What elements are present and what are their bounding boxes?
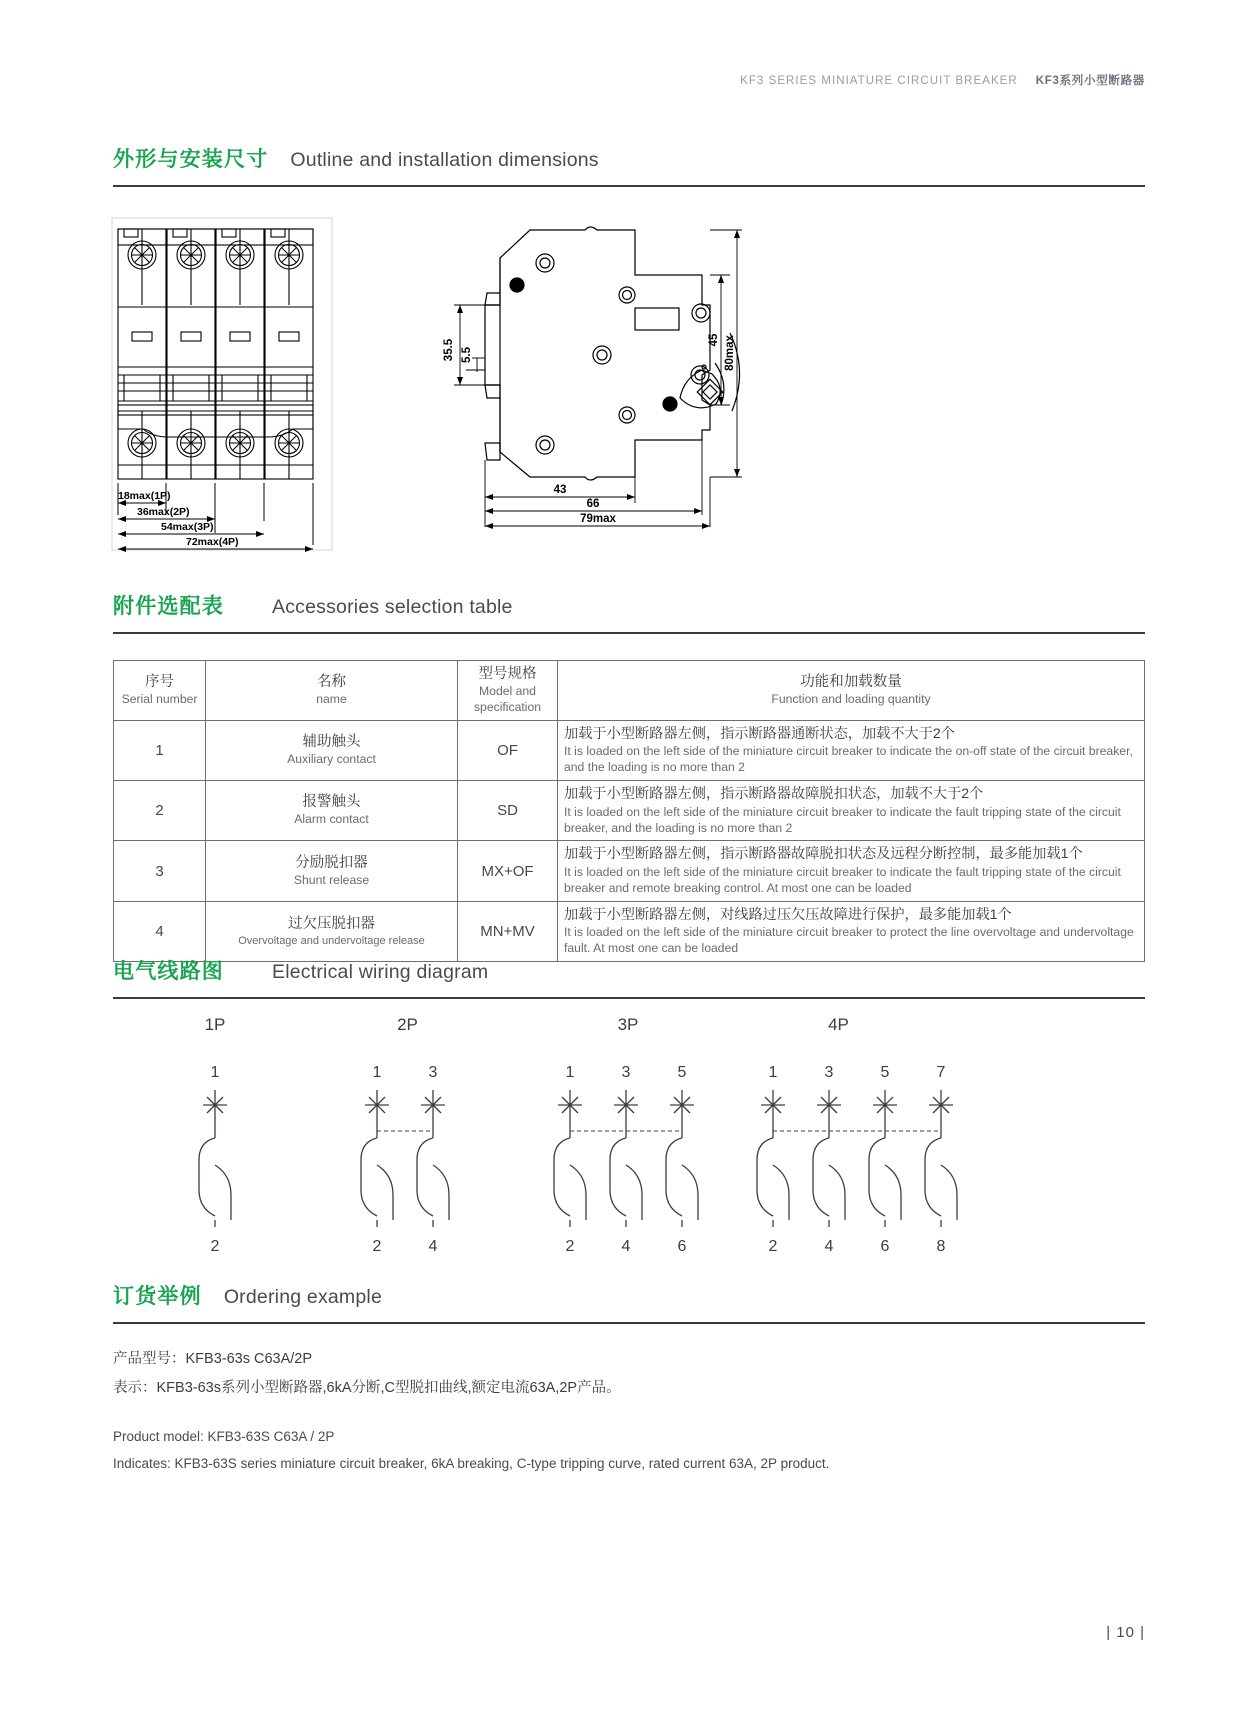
terminal-label-bottom: 2 <box>768 1238 778 1255</box>
table-row <box>114 841 1145 901</box>
cell-function-cn: 加载于小型断路器左侧，指示断路器故障脱扣状态，加载不大于2个 <box>564 786 984 803</box>
side-view-drawing <box>430 215 760 545</box>
cell-function-en: It is loaded on the left side of the miniature circuit breaker to indicate the fault tripping state of the circuit breaker, and the loading is no more than 2 <box>564 804 1121 835</box>
cell-serial: 1 <box>114 720 206 780</box>
dim-18max-1p: 18max(1P) <box>118 490 171 502</box>
section-accessories <box>113 590 1145 634</box>
running-header-chinese: KF3系列小型断路器 <box>1035 75 1145 87</box>
wiring-title-3p: 3P <box>617 1015 639 1034</box>
section-wiring <box>113 955 1145 999</box>
section-wiring-title-en: Electrical wiring diagram <box>272 961 489 983</box>
cell-model: MX+OF <box>458 841 558 901</box>
dim-35-5: 35.5 <box>443 338 455 362</box>
header-model-en: Model and specification <box>473 684 542 714</box>
terminal-label-bottom: 4 <box>428 1238 438 1255</box>
section-outline <box>113 143 1145 187</box>
dim-36max-2p: 36max(2P) <box>137 506 190 518</box>
section-accessories-title-en: Accessories selection table <box>272 596 513 618</box>
section-outline-heading <box>113 143 1145 173</box>
running-header-english: KF3 SERIES MINIATURE CIRCUIT BREAKER <box>740 75 1018 87</box>
table-header-row <box>114 661 1145 721</box>
header-serial-number <box>114 661 206 721</box>
terminal-label-bottom: 2 <box>565 1238 575 1255</box>
terminal-label-bottom: 6 <box>677 1238 687 1255</box>
wiring-diagram-1p <box>155 1015 275 1260</box>
cell-function-en: It is loaded on the left side of the miniature circuit breaker to indicate the fault tripping state of the circuit breaker and remote breaking control. At most one can be loaded <box>564 865 1121 895</box>
ordering-example-block <box>113 1345 1145 1477</box>
cell-name-cn: 过欠压脱扣器 <box>288 915 375 932</box>
terminal-label-top: 1 <box>372 1064 382 1081</box>
terminal-label-bottom: 2 <box>210 1238 220 1255</box>
cell-name <box>206 781 458 841</box>
section-ordering-title-cn: 订货举例 <box>113 1285 202 1308</box>
dim-45: 45 <box>708 333 720 347</box>
dim-80max: 80max <box>724 335 736 371</box>
terminal-label-bottom: 2 <box>372 1238 382 1255</box>
cell-name-cn: 报警触头 <box>302 794 361 811</box>
header-name <box>206 661 458 721</box>
dim-54max-3p: 54max(3P) <box>161 521 214 533</box>
cell-name-en: Overvoltage and undervoltage release <box>238 934 425 947</box>
cell-serial: 2 <box>114 781 206 841</box>
section-wiring-rule <box>113 997 1145 999</box>
wiring-diagrams <box>113 1015 1145 1265</box>
terminal-label-top: 3 <box>824 1064 834 1081</box>
cell-name <box>206 901 458 961</box>
wiring-diagram-4p <box>731 1015 987 1260</box>
section-wiring-title-cn: 电气线路图 <box>113 960 224 983</box>
header-function <box>558 661 1145 721</box>
cell-name-en: Shunt release <box>293 872 370 887</box>
cell-name-en: Auxiliary contact <box>287 752 376 767</box>
header-model <box>458 661 558 721</box>
wiring-diagram-2p <box>335 1015 480 1260</box>
cell-function-cn: 加载于小型断路器左侧，指示断路器通断状态，加载不大于2个 <box>564 725 955 742</box>
wiring-title-2p: 2P <box>397 1015 418 1034</box>
page-number: | 10 | <box>1106 1624 1145 1641</box>
cell-function <box>558 841 1145 901</box>
section-wiring-heading <box>113 955 1145 985</box>
cell-name <box>206 720 458 780</box>
cell-serial: 4 <box>114 901 206 961</box>
section-outline-rule <box>113 185 1145 187</box>
cell-name-en: Alarm contact <box>294 812 369 827</box>
cell-model: OF <box>458 720 558 780</box>
table-row <box>114 901 1145 961</box>
cell-function-en: It is loaded on the left side of the miniature circuit breaker to protect the line overvoltage and undervoltage fault. At most one can be loaded <box>564 925 1134 956</box>
ordering-indicates-cn: 表示：KFB3-63s系列小型断路器,6kA分断,C型脱扣曲线,额定电流63A,2P产品。 <box>113 1380 621 1396</box>
cell-function-cn: 加载于小型断路器左侧，指示断路器故障脱扣状态及远程分断控制，最多能加载1个 <box>564 846 1083 863</box>
cell-name-cn: 辅助触头 <box>302 734 361 750</box>
terminal-label-top: 3 <box>428 1064 438 1081</box>
wiring-title-1p: 1P <box>204 1015 226 1034</box>
wiring-title-4p: 4P <box>828 1015 849 1034</box>
section-ordering-title-en: Ordering example <box>223 1286 383 1308</box>
section-accessories-rule <box>113 632 1145 634</box>
section-accessories-title-cn: 附件选配表 <box>113 595 224 618</box>
section-outline-title-cn: 外形与安装尺寸 <box>113 148 269 171</box>
front-view-drawing <box>104 215 344 560</box>
wiring-diagram-3p <box>528 1015 728 1260</box>
cell-name-cn: 分励脱扣器 <box>295 854 368 871</box>
ordering-model-en: Product model: KFB3-63S C63A / 2P <box>113 1429 335 1444</box>
ordering-model-cn: 产品型号：KFB3-63s C63A/2P <box>113 1351 313 1367</box>
cell-model: SD <box>458 781 558 841</box>
terminal-label-top: 5 <box>677 1064 687 1081</box>
terminal-label-top: 3 <box>621 1064 631 1081</box>
cell-function-en: It is loaded on the left side of the miniature circuit breaker to indicate the on-off state of the circuit breaker, and the loading is no more than 2 <box>564 744 1133 775</box>
terminal-label-top: 5 <box>880 1064 890 1081</box>
header-function-cn: 功能和加载数量 <box>800 673 902 690</box>
header-function-en: Function and loading quantity <box>771 692 931 707</box>
terminal-label-top: 1 <box>210 1064 220 1081</box>
terminal-label-top: 1 <box>768 1064 778 1081</box>
section-accessories-heading <box>113 590 1145 620</box>
dim-72max-4p: 72max(4P) <box>186 536 239 548</box>
cell-serial: 3 <box>114 841 206 901</box>
cell-function <box>558 901 1145 961</box>
header-name-cn: 名称 <box>317 673 346 690</box>
terminal-label-top: 7 <box>936 1064 946 1081</box>
section-ordering <box>113 1280 1145 1324</box>
dim-5-5: 5.5 <box>461 347 473 363</box>
terminal-label-top: 1 <box>565 1064 575 1081</box>
ordering-indicates-en: Indicates: KFB3-63S series miniature circuit breaker, 6kA breaking, C-type tripping curve, rated current 63A, 2P product. <box>113 1456 830 1471</box>
header-model-cn: 型号规格 <box>478 666 537 682</box>
dim-66: 66 <box>586 498 600 510</box>
section-outline-title-en: Outline and installation dimensions <box>290 149 599 171</box>
terminal-label-bottom: 6 <box>880 1238 890 1255</box>
cell-function <box>558 781 1145 841</box>
dim-43: 43 <box>553 484 567 496</box>
terminal-label-bottom: 4 <box>621 1238 631 1255</box>
cell-function-cn: 加载于小型断路器左侧，对线路过压欠压故障进行保护，最多能加载1个 <box>564 906 1012 923</box>
cell-model: MN+MV <box>458 901 558 961</box>
header-name-en: name <box>316 692 347 707</box>
running-header <box>740 72 1145 88</box>
cell-name <box>206 841 458 901</box>
cell-function <box>558 720 1145 780</box>
terminal-label-bottom: 8 <box>936 1238 946 1255</box>
section-ordering-rule <box>113 1322 1145 1324</box>
section-ordering-heading <box>113 1280 1145 1310</box>
table-row <box>114 720 1145 780</box>
accessories-table <box>113 660 1145 962</box>
dim-79max: 79max <box>580 513 616 525</box>
terminal-label-bottom: 4 <box>824 1238 834 1255</box>
header-serial-en: Serial number <box>121 692 198 707</box>
table-row <box>114 781 1145 841</box>
header-serial-cn: 序号 <box>145 673 174 690</box>
